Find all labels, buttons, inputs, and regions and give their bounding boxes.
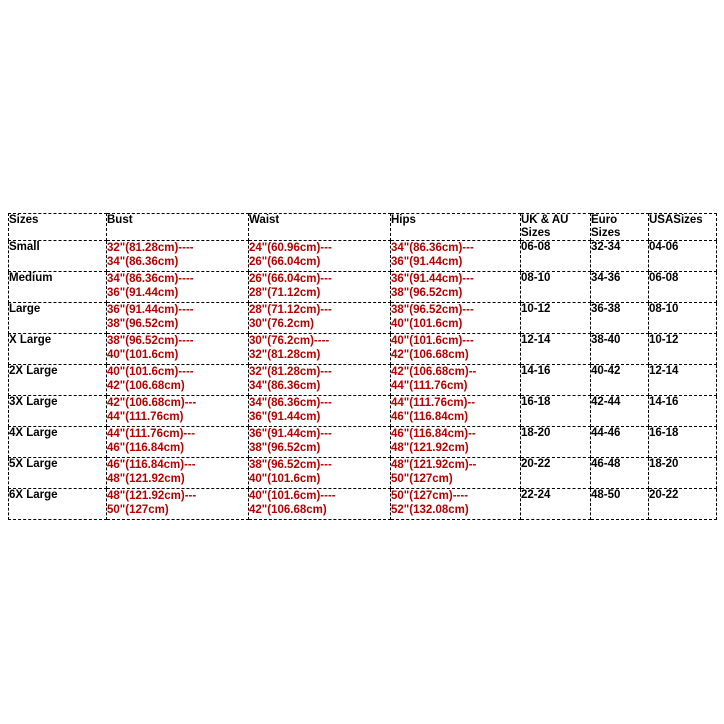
- cell-usa: 16-18: [649, 427, 717, 458]
- cell-bust: [107, 303, 249, 334]
- cell-euro: 34-36: [591, 272, 649, 303]
- cell-uk-au: 06-08: [521, 241, 591, 272]
- cell-euro: 40-42: [591, 365, 649, 396]
- cell-waist-line2: 34"(86.36cm): [249, 380, 321, 392]
- cell-size-name: 4X Large: [9, 427, 107, 458]
- cell-euro: 46-48: [591, 458, 649, 489]
- cell-usa: 06-08: [649, 272, 717, 303]
- cell-size-name: 5X Large: [9, 458, 107, 489]
- cell-waist-line2: 40"(101.6cm): [249, 473, 321, 485]
- cell-waist-line1: 26"(66.04cm)---: [249, 273, 332, 285]
- column-header-waist: [249, 214, 391, 241]
- cell-waist-line2: 38"(96.52cm): [249, 442, 321, 454]
- cell-size-name: X Large: [9, 334, 107, 365]
- cell-uk-au: 10-12: [521, 303, 591, 334]
- cell-waist-line1: 38"(96.52cm)---: [249, 459, 332, 471]
- cell-waist-line1: 30"(76.2cm)----: [249, 335, 330, 347]
- cell-waist-line1: 34"(86.36cm)---: [249, 397, 332, 409]
- cell-bust-line1: 38"(96.52cm)----: [107, 335, 194, 347]
- cell-uk-au: 20-22: [521, 458, 591, 489]
- table-row: [9, 396, 717, 427]
- cell-bust-line1: 32"(81.28cm)----: [107, 242, 194, 254]
- cell-waist: [249, 427, 391, 458]
- cell-waist: [249, 458, 391, 489]
- column-header-bust-line1: Bust: [107, 214, 133, 226]
- cell-waist-line2: 42"(106.68cm): [249, 504, 327, 516]
- table-row: [9, 334, 717, 365]
- cell-bust-line2: 42"(106.68cm): [107, 380, 185, 392]
- cell-usa: 10-12: [649, 334, 717, 365]
- cell-hips-line1: 44"(111.76cm)--: [391, 397, 476, 409]
- size-chart-container: [8, 213, 716, 520]
- column-header-sizes: [9, 214, 107, 241]
- cell-bust-line2: 48"(121.92cm): [107, 473, 185, 485]
- column-header-hips: [391, 214, 521, 241]
- cell-waist: [249, 365, 391, 396]
- cell-hips: [391, 489, 521, 520]
- table-row: [9, 365, 717, 396]
- cell-waist: [249, 303, 391, 334]
- cell-size-name: Large: [9, 303, 107, 334]
- table-row: [9, 458, 717, 489]
- table-row: [9, 241, 717, 272]
- cell-hips: [391, 272, 521, 303]
- cell-hips: [391, 334, 521, 365]
- cell-bust: [107, 427, 249, 458]
- cell-size-name: 2X Large: [9, 365, 107, 396]
- cell-bust-line1: 42"(106.68cm)---: [107, 397, 197, 409]
- column-header-hips-line1: Hips: [391, 214, 416, 226]
- column-header-euro-line1: Euro: [591, 214, 618, 226]
- cell-bust-line2: 36"(91.44cm): [107, 287, 179, 299]
- cell-hips-line2: 36"(91.44cm): [391, 256, 463, 268]
- cell-waist-line1: 28"(71.12cm)---: [249, 304, 332, 316]
- cell-waist: [249, 396, 391, 427]
- column-header-euro-sizes: [591, 214, 649, 241]
- cell-uk-au: 18-20: [521, 427, 591, 458]
- cell-hips: [391, 396, 521, 427]
- cell-uk-au: 16-18: [521, 396, 591, 427]
- table-header-row: [9, 214, 717, 241]
- cell-hips-line1: 42"(106.68cm)--: [391, 366, 477, 378]
- table-body: [9, 241, 717, 520]
- cell-euro: 32-34: [591, 241, 649, 272]
- table-row: [9, 272, 717, 303]
- cell-hips: [391, 303, 521, 334]
- cell-uk-au: 08-10: [521, 272, 591, 303]
- cell-bust-line1: 36"(91.44cm)----: [107, 304, 194, 316]
- cell-hips-line1: 34"(86.36cm)---: [391, 242, 474, 254]
- table-header: [9, 214, 717, 241]
- table-row: [9, 303, 717, 334]
- cell-usa: 12-14: [649, 365, 717, 396]
- cell-uk-au: 14-16: [521, 365, 591, 396]
- cell-size-name: 6X Large: [9, 489, 107, 520]
- table-row: [9, 489, 717, 520]
- cell-euro: 44-46: [591, 427, 649, 458]
- cell-waist-line1: 36"(91.44cm)---: [249, 428, 332, 440]
- column-header-uk-au-line2: Sizes: [521, 227, 551, 239]
- cell-hips-line2: 50"(127cm): [391, 473, 453, 485]
- cell-hips-line2: 44"(111.76cm): [391, 380, 468, 392]
- cell-bust-line1: 44"(111.76cm)---: [107, 428, 195, 440]
- column-header-sizes-line1: Sizes: [9, 214, 39, 226]
- cell-size-name: 3X Large: [9, 396, 107, 427]
- cell-euro: 38-40: [591, 334, 649, 365]
- cell-usa: 14-16: [649, 396, 717, 427]
- cell-waist-line1: 32"(81.28cm)---: [249, 366, 332, 378]
- column-header-waist-line1: Waist: [249, 214, 280, 226]
- cell-hips-line2: 48"(121.92cm): [391, 442, 469, 454]
- cell-waist: [249, 489, 391, 520]
- cell-bust-line1: 40"(101.6cm)----: [107, 366, 194, 378]
- cell-euro: 48-50: [591, 489, 649, 520]
- cell-waist: [249, 334, 391, 365]
- cell-bust-line2: 38"(96.52cm): [107, 318, 179, 330]
- table-row: [9, 427, 717, 458]
- cell-uk-au: 12-14: [521, 334, 591, 365]
- cell-waist: [249, 241, 391, 272]
- cell-waist-line2: 26"(66.04cm): [249, 256, 321, 268]
- column-header-usa-sizes: [649, 214, 717, 241]
- cell-bust-line2: 34"(86.36cm): [107, 256, 179, 268]
- cell-euro: 42-44: [591, 396, 649, 427]
- cell-bust-line2: 44"(111.76cm): [107, 411, 184, 423]
- cell-bust: [107, 334, 249, 365]
- cell-bust-line1: 46"(116.84cm)---: [107, 459, 196, 471]
- cell-hips: [391, 365, 521, 396]
- cell-waist-line2: 36"(91.44cm): [249, 411, 321, 423]
- cell-bust-line2: 40"(101.6cm): [107, 349, 179, 361]
- column-header-usa-line1: USASizes: [649, 214, 703, 226]
- cell-waist-line2: 28"(71.12cm): [249, 287, 321, 299]
- column-header-uk-au-line1: UK & AU: [521, 214, 569, 226]
- cell-usa: 08-10: [649, 303, 717, 334]
- cell-waist-line2: 30"(76.2cm): [249, 318, 314, 330]
- cell-hips-line1: 48"(121.92cm)--: [391, 459, 477, 471]
- cell-bust-line2: 50"(127cm): [107, 504, 169, 516]
- cell-bust: [107, 272, 249, 303]
- cell-size-name: Small: [9, 241, 107, 272]
- cell-bust-line1: 48"(121.92cm)---: [107, 490, 197, 502]
- cell-bust-line1: 34"(86.36cm)----: [107, 273, 194, 285]
- cell-hips-line1: 50"(127cm)----: [391, 490, 469, 502]
- cell-bust: [107, 396, 249, 427]
- column-header-bust: [107, 214, 249, 241]
- cell-euro: 36-38: [591, 303, 649, 334]
- column-header-euro-line2: Sizes: [591, 227, 621, 239]
- column-header-uk-au-sizes: [521, 214, 591, 241]
- cell-hips-line2: 42"(106.68cm): [391, 349, 469, 361]
- cell-hips: [391, 427, 521, 458]
- cell-waist-line1: 40"(101.6cm)----: [249, 490, 336, 502]
- cell-waist: [249, 272, 391, 303]
- cell-hips-line1: 40"(101.6cm)---: [391, 335, 474, 347]
- cell-waist-line1: 24"(60.96cm)---: [249, 242, 332, 254]
- size-chart-table: [8, 213, 717, 520]
- cell-bust-line2: 46"(116.84cm): [107, 442, 185, 454]
- cell-hips: [391, 458, 521, 489]
- cell-usa: 20-22: [649, 489, 717, 520]
- cell-bust: [107, 241, 249, 272]
- cell-hips-line1: 38"(96.52cm)---: [391, 304, 474, 316]
- cell-bust: [107, 458, 249, 489]
- cell-usa: 18-20: [649, 458, 717, 489]
- cell-size-name: Medium: [9, 272, 107, 303]
- cell-hips-line1: 46"(116.84cm)--: [391, 428, 476, 440]
- cell-waist-line2: 32"(81.28cm): [249, 349, 321, 361]
- cell-hips-line1: 36"(91.44cm)---: [391, 273, 474, 285]
- cell-hips-line2: 52"(132.08cm): [391, 504, 469, 516]
- cell-usa: 04-06: [649, 241, 717, 272]
- cell-hips: [391, 241, 521, 272]
- cell-hips-line2: 38"(96.52cm): [391, 287, 463, 299]
- cell-bust: [107, 365, 249, 396]
- cell-hips-line2: 40"(101.6cm): [391, 318, 463, 330]
- cell-hips-line2: 46"(116.84cm): [391, 411, 469, 423]
- cell-bust: [107, 489, 249, 520]
- cell-uk-au: 22-24: [521, 489, 591, 520]
